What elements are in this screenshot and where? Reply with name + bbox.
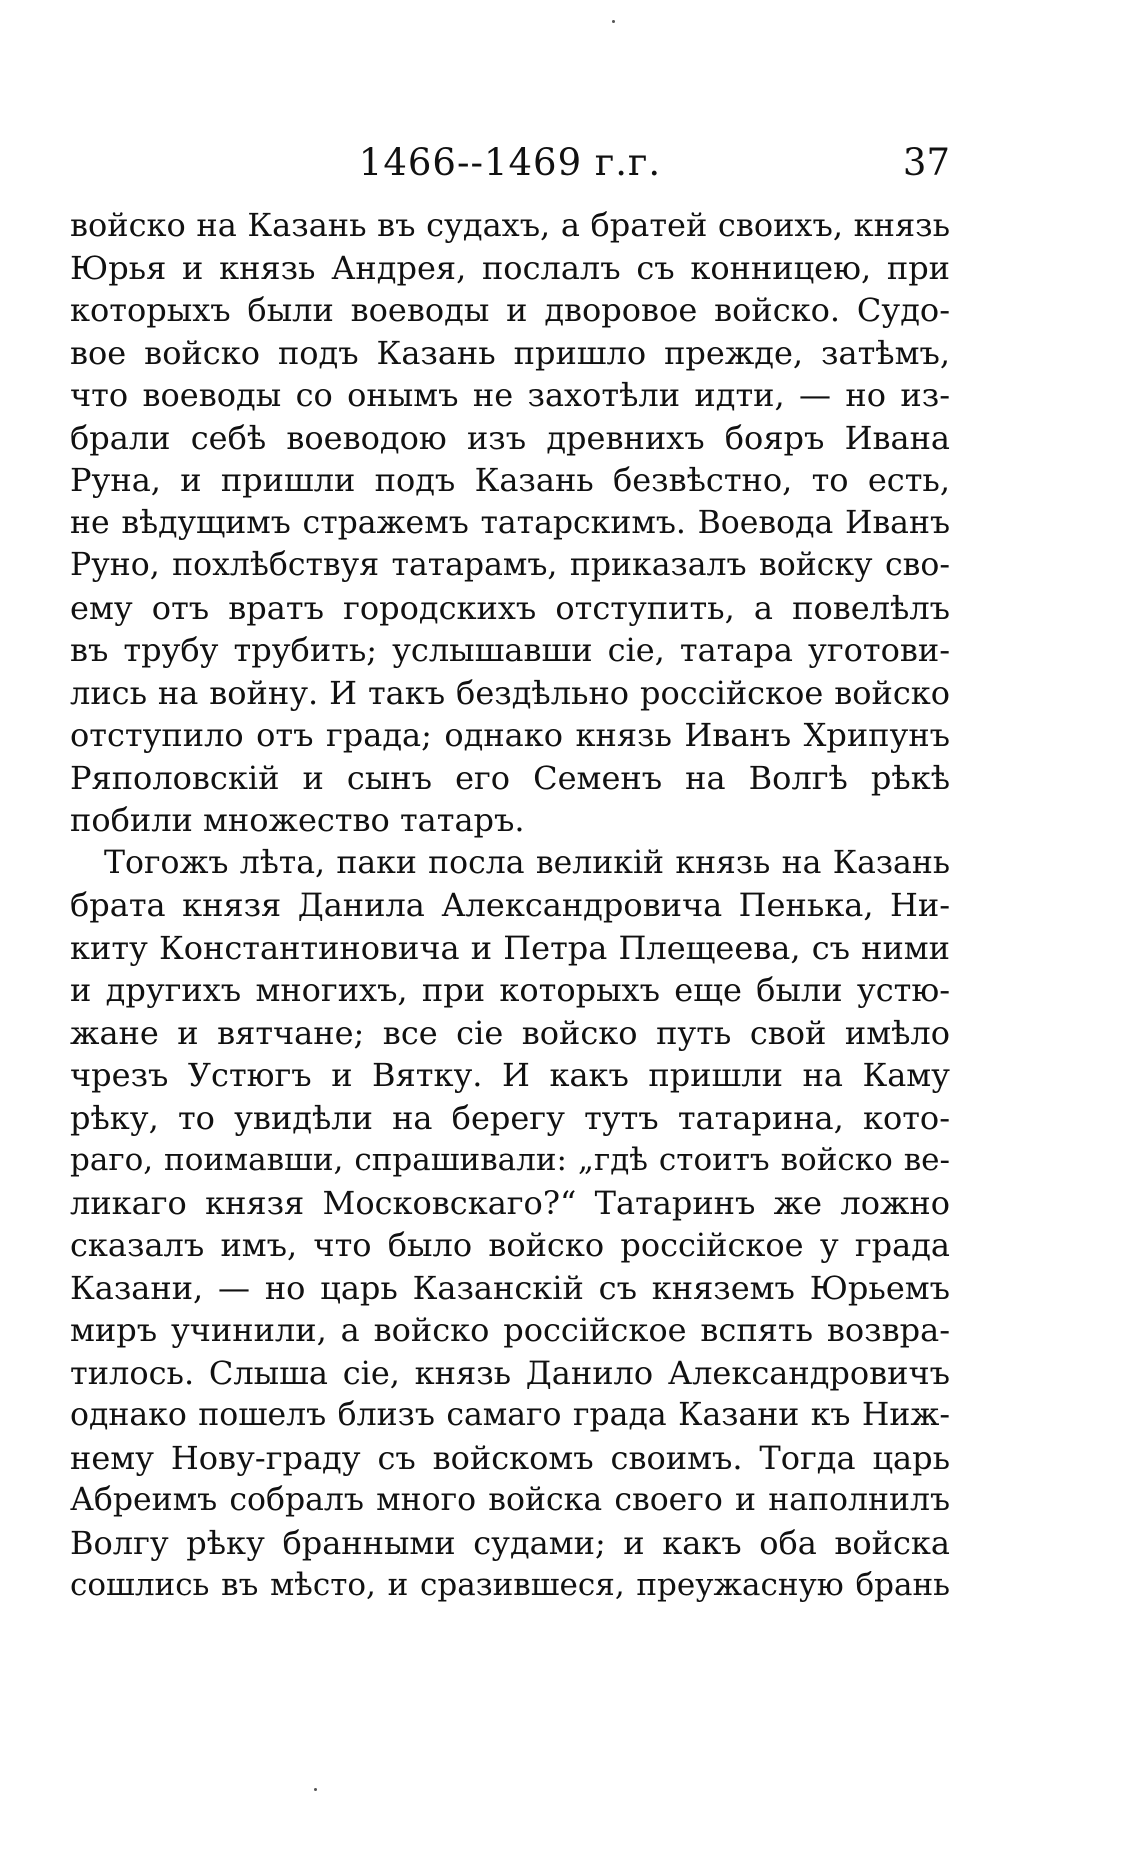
text-line: Волгу рѣку бранными судами; и какъ оба войска <box>70 1523 950 1562</box>
text-line: сказалъ имъ, что было войско россійское у града <box>70 1226 950 1264</box>
text-line: миръ учинили, а войско россійское вспять возвра- <box>70 1311 950 1349</box>
text-line: ему отъ вратъ городскихъ отступить, а повелѣлъ <box>70 588 950 627</box>
text-line: тилось. Слыша сіе, князь Данило Александровичъ <box>70 1353 950 1392</box>
text-line: Юрья и князь Андрея, послалъ съ конницею, при <box>70 248 950 287</box>
text-line: вое войско подъ Казань пришло прежде, затѣмъ, <box>70 333 950 372</box>
text-line: киту Константиновича и Петра Плещеева, съ ними <box>70 928 950 967</box>
text-line: войско на Казань въ судахъ, а братей своихъ, князь <box>70 206 950 244</box>
text-line: Ряполовскій и сынъ его Семенъ на Волгѣ рѣкѣ <box>70 758 950 797</box>
running-head: 1466--1469 г.г. <box>358 141 662 184</box>
text-line: однако пошелъ близъ самаго града Казани къ Ниж- <box>70 1397 950 1433</box>
text-line: отступило отъ града; однако князь Иванъ Хрипунъ <box>70 716 950 754</box>
text-line: брата князя Данила Александровича Пенька, Ни- <box>70 886 950 924</box>
text-line: лись на войну. И такъ бездѣльно россійское войско <box>70 673 950 712</box>
text-line: которыхъ были воеводы и дворовое войско. Судо- <box>70 291 950 329</box>
text-line: что воеводы со онымъ не захотѣли идти, — но из- <box>70 376 950 414</box>
text-line: въ трубу трубить; услышавши сіе, татара уготови- <box>70 631 950 669</box>
speck-mark <box>314 1788 317 1791</box>
text-line: Руна, и пришли подъ Казань безвѣстно, то есть, <box>70 461 950 499</box>
text-line: Тогожъ лѣта, паки посла великій князь на Казань <box>104 844 950 881</box>
paragraph-1 <box>70 204 950 842</box>
paragraph-2 <box>70 842 950 1607</box>
text-line: побили множество татаръ. <box>70 801 525 839</box>
text-line: ликаго князя Московскаго?“ Татаринъ же ложно <box>70 1183 950 1222</box>
text-line: жане и вятчане; все сіе войско путь свой имѣло <box>70 1013 950 1052</box>
text-line: нему Нову-граду съ войскомъ своимъ. Тогда царь <box>70 1438 950 1477</box>
text-line: Руно, похлѣбствуя татарамъ, приказалъ войску сво- <box>70 547 950 583</box>
text-line: не вѣдущимъ стражемъ татарскимъ. Воевода Иванъ <box>70 504 950 541</box>
speck-mark <box>612 20 615 23</box>
text-line: раго, поимавши, спрашивали: „гдѣ стоитъ войско ве- <box>70 1142 950 1178</box>
text-line: сошлись въ мѣсто, и сразившеся, преужасную брань <box>70 1567 950 1603</box>
page-header <box>70 138 950 188</box>
text-line: Абреимъ собралъ много войска своего и наполнилъ <box>70 1482 950 1518</box>
text-line: рѣку, то увидѣли на берегу тутъ татарина, кото- <box>70 1098 950 1137</box>
text-line: и другихъ многихъ, при которыхъ еще были устю- <box>70 971 950 1009</box>
page-number: 37 <box>902 141 950 184</box>
text-line: чрезъ Устюгъ и Вятку. И какъ пришли на Каму <box>70 1056 950 1094</box>
text-line: Казани, — но царь Казанскій съ княземъ Юрьемъ <box>70 1268 950 1307</box>
body-text <box>70 204 950 1607</box>
text-line: брали себѣ воеводою изъ древнихъ бояръ Ивана <box>70 418 950 457</box>
